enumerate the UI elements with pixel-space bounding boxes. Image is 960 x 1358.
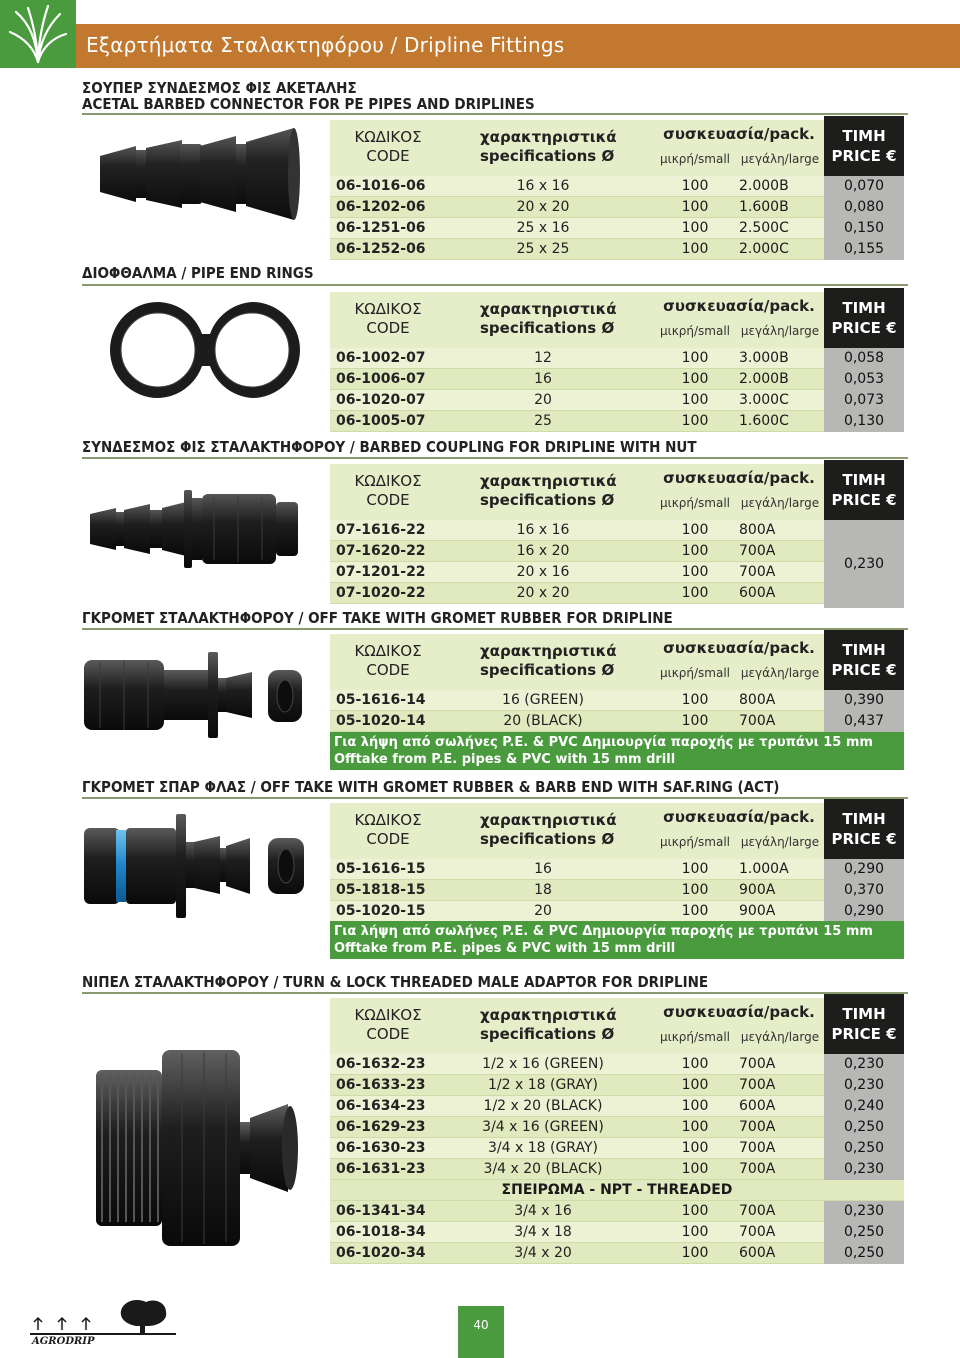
- acetal-connector-image: [96, 124, 302, 224]
- cell-price: 0,080: [824, 197, 904, 218]
- cell-spec: 20 x 20: [516, 585, 570, 601]
- section-title: ΣΥΝΔΕΣΜΟΣ ΦΙΣ ΣΤΑΛΑΚΤΗΦΟΡΟΥ / BARBED COUPLING FOR DRIPLINE WITH NUT: [82, 438, 697, 456]
- cell-spec: 25 x 16: [516, 220, 570, 236]
- cell-large: 1.600C: [739, 413, 789, 429]
- cell-small: 100: [681, 1140, 709, 1156]
- header-spec-gr: χαρακτηριστικά: [480, 128, 617, 146]
- table-row: [330, 541, 904, 562]
- header-code-en: CODE: [366, 491, 410, 509]
- cell-code: 07-1616-22: [336, 522, 426, 538]
- cell-large: 1.600B: [739, 199, 789, 215]
- cell-spec: 3/4 x 18 (GRAY): [488, 1140, 598, 1156]
- cell-code: 05-1818-15: [336, 882, 426, 898]
- cell-code: 07-1620-22: [336, 543, 426, 559]
- cell-price: 0,290: [824, 901, 904, 922]
- cell-large: 900A: [739, 903, 776, 919]
- cell-spec: 20 (BLACK): [503, 713, 583, 729]
- table-row: [330, 880, 904, 901]
- cell-large: 600A: [739, 1098, 776, 1114]
- table-row: [330, 411, 904, 432]
- header-pack: συσκευασία/pack.: [663, 125, 815, 143]
- cell-price: 0,073: [824, 390, 904, 411]
- header-small: μικρή/small: [660, 152, 730, 166]
- cell-spec: 3/4 x 16: [514, 1203, 572, 1219]
- cell-large: 700A: [739, 1203, 776, 1219]
- table-row: [330, 1138, 904, 1159]
- cell-price: 0,250: [824, 1243, 904, 1264]
- section-title: ΝΙΠΕΛ ΣΤΑΛΑΚΤΗΦΟΡΟΥ / TURN & LOCK THREADED MALE ADAPTOR FOR DRIPLINE: [82, 973, 709, 991]
- cell-spec: 16 x 20: [516, 543, 570, 559]
- cell-spec: 20 x 16: [516, 564, 570, 580]
- cell-code: 06-1202-06: [336, 199, 426, 215]
- cell-spec: 16 x 16: [516, 522, 570, 538]
- table-row: [330, 1159, 904, 1180]
- cell-code: 06-1020-34: [336, 1245, 426, 1261]
- cell-large: 700A: [739, 1056, 776, 1072]
- cell-large: 700A: [739, 1161, 776, 1177]
- cell-large: 2.500C: [739, 220, 789, 236]
- cell-large: 3.000C: [739, 392, 789, 408]
- offtake-note: [330, 732, 904, 770]
- header-large: μεγάλη/large: [740, 835, 820, 849]
- header-small: μικρή/small: [660, 496, 730, 510]
- cell-small: 100: [681, 543, 709, 559]
- page-header: [0, 0, 960, 68]
- cell-large: 700A: [739, 1077, 776, 1093]
- cell-price: 0,250: [824, 1117, 904, 1138]
- header-price-en: PRICE €: [831, 830, 897, 848]
- cell-small: 100: [681, 392, 709, 408]
- section-title-en: ACETAL BARBED CONNECTOR FOR PE PIPES AND DRIPLINES: [82, 95, 535, 113]
- header-spec-gr: χαρακτηριστικά: [480, 472, 617, 490]
- cell-price: 0,240: [824, 1096, 904, 1117]
- header-logo-box: [0, 0, 76, 68]
- cell-large: 2.000C: [739, 241, 789, 257]
- header-large: μεγάλη/large: [740, 666, 820, 680]
- header-large: μεγάλη/large: [740, 152, 820, 166]
- cell-spec: 3/4 x 20 (BLACK): [483, 1161, 603, 1177]
- header-price-en: PRICE €: [831, 661, 897, 679]
- table-header: [330, 120, 904, 176]
- cell-price: 0,230: [824, 1054, 904, 1075]
- table-row: [330, 1054, 904, 1075]
- table-row: [330, 711, 904, 732]
- cell-spec: 20 x 20: [516, 199, 570, 215]
- header-spec-en: specifications Ø: [480, 1025, 615, 1043]
- cell-large: 800A: [739, 692, 776, 708]
- table-row: [330, 690, 904, 711]
- table-row: [330, 176, 904, 197]
- cell-code: 07-1201-22: [336, 564, 426, 580]
- table-row: [330, 1201, 904, 1222]
- cell-price: 0,437: [824, 711, 904, 732]
- cell-price: 0,290: [824, 859, 904, 880]
- cell-price: 0,370: [824, 880, 904, 901]
- table-threaded-adaptor: [330, 998, 904, 1264]
- cell-price: 0,230: [824, 1075, 904, 1096]
- cell-large: 700A: [739, 1119, 776, 1135]
- table-barbed-coupling: [330, 464, 904, 604]
- cell-small: 100: [681, 1161, 709, 1177]
- cell-code: 06-1341-34: [336, 1203, 426, 1219]
- header-spec-gr: χαρακτηριστικά: [480, 1006, 617, 1024]
- header-small: μικρή/small: [660, 324, 730, 338]
- header-code-en: CODE: [366, 661, 410, 679]
- grass-icon: [0, 0, 76, 68]
- table-row: [330, 1243, 904, 1264]
- cell-spec: 25: [534, 413, 552, 429]
- table-row: [330, 390, 904, 411]
- table-header: [330, 292, 904, 348]
- cell-code: 06-1006-07: [336, 371, 426, 387]
- svg-text:AGRODRIP: AGRODRIP: [32, 1336, 95, 1346]
- section-title: ΓΚΡΟΜΕΤ ΣΤΑΛΑΚΤΗΦΟΡΟΥ / OFF TAKE WITH GROMET RUBBER FOR DRIPLINE: [82, 609, 673, 627]
- table-row: [330, 583, 904, 604]
- cell-code: 05-1020-15: [336, 903, 426, 919]
- header-price-gr: ΤΙΜΗ: [842, 471, 886, 489]
- header-price-gr: ΤΙΜΗ: [842, 810, 886, 828]
- cell-small: 100: [681, 1077, 709, 1093]
- header-pack: συσκευασία/pack.: [663, 1003, 815, 1021]
- table-row: [330, 197, 904, 218]
- section-title-gr: ΣΟΥΠΕΡ ΣΥΝΔΕΣΜΟΣ ΦΙΣ ΑΚΕΤΑΛΗΣ: [82, 79, 357, 97]
- table-body: [330, 520, 904, 604]
- cell-large: 700A: [739, 543, 776, 559]
- table-row: [330, 348, 904, 369]
- cell-spec: 3/4 x 18: [514, 1224, 572, 1240]
- cell-small: 100: [681, 1224, 709, 1240]
- header-code-en: CODE: [366, 319, 410, 337]
- header-price-en: PRICE €: [831, 491, 897, 509]
- note-english: Offtake from P.E. pipes & PVC with 15 mm drill: [334, 752, 676, 767]
- cell-small: 100: [681, 1245, 709, 1261]
- section-divider: [82, 113, 908, 115]
- cell-price: 0,130: [824, 411, 904, 432]
- cell-large: 900A: [739, 882, 776, 898]
- cell-small: 100: [681, 585, 709, 601]
- cell-price: 0,230: [824, 1201, 904, 1222]
- cell-code: 06-1630-23: [336, 1140, 426, 1156]
- note-greek: Για λήψη από σωλήνες P.E. & PVC Δημιουργία παροχής με τρυπάνι 15 mm: [334, 735, 873, 750]
- cell-spec: 25 x 25: [516, 241, 570, 257]
- cell-code: 06-1002-07: [336, 350, 426, 366]
- cell-small: 100: [681, 199, 709, 215]
- header-code-gr: ΚΩΔΙΚΟΣ: [354, 472, 422, 490]
- header-spec-gr: χαρακτηριστικά: [480, 300, 617, 318]
- section-title: ΔΙΟΦΘΑΛΜΑ / PIPE END RINGS: [82, 264, 314, 282]
- table-acetal-connector: [330, 120, 904, 260]
- header-code-gr: ΚΩΔΙΚΟΣ: [354, 811, 422, 829]
- header-small: μικρή/small: [660, 666, 730, 680]
- tree-logo-icon: [28, 1296, 178, 1346]
- cell-small: 100: [681, 178, 709, 194]
- section-divider: [82, 457, 908, 459]
- header-price-en: PRICE €: [831, 1025, 897, 1043]
- gromet-offtake-image: [80, 648, 310, 744]
- cell-large: 2.000B: [739, 178, 789, 194]
- cell-spec: 16: [534, 371, 552, 387]
- table-row: [330, 239, 904, 260]
- table-row: [330, 520, 904, 541]
- header-code-en: CODE: [366, 830, 410, 848]
- cell-price: 0,070: [824, 176, 904, 197]
- cell-spec: 20: [534, 392, 552, 408]
- cell-price: 0,053: [824, 369, 904, 390]
- cell-code: 06-1631-23: [336, 1161, 426, 1177]
- offtake-note: [330, 921, 904, 959]
- table-row: [330, 1075, 904, 1096]
- header-code-gr: ΚΩΔΙΚΟΣ: [354, 1006, 422, 1024]
- cell-small: 100: [681, 1098, 709, 1114]
- table-row: [330, 562, 904, 583]
- cell-spec: 18: [534, 882, 552, 898]
- cell-large: 600A: [739, 585, 776, 601]
- header-spec-en: specifications Ø: [480, 830, 615, 848]
- cell-spec: 1/2 x 18 (GRAY): [488, 1077, 598, 1093]
- table-header: [330, 998, 904, 1054]
- agrodrip-logo: [28, 1296, 178, 1346]
- cell-small: 100: [681, 1119, 709, 1135]
- table-row: [330, 369, 904, 390]
- header-pack: συσκευασία/pack.: [663, 297, 815, 315]
- section-divider: [82, 797, 908, 799]
- cell-large: 1.000A: [739, 861, 789, 877]
- table-header: [330, 803, 904, 859]
- header-price-gr: ΤΙΜΗ: [842, 299, 886, 317]
- cell-large: 700A: [739, 1140, 776, 1156]
- table-header: [330, 634, 904, 690]
- table-gromet-spar-flas: [330, 803, 904, 922]
- header-spec-en: specifications Ø: [480, 661, 615, 679]
- cell-spec: 1/2 x 20 (BLACK): [483, 1098, 603, 1114]
- table-row: [330, 1117, 904, 1138]
- threaded-subheader: ΣΠΕΙΡΩΜΑ - NPT - THREADED: [330, 1180, 904, 1201]
- page-title: Εξαρτήματα Σταλακτηφόρου / Dripline Fittings: [86, 33, 565, 57]
- header-large: μεγάλη/large: [740, 324, 820, 338]
- cell-spec: 20: [534, 903, 552, 919]
- header-price-en: PRICE €: [831, 319, 897, 337]
- cell-code: 05-1020-14: [336, 713, 426, 729]
- header-small: μικρή/small: [660, 835, 730, 849]
- section-divider: [82, 284, 908, 286]
- cell-small: 100: [681, 564, 709, 580]
- cell-small: 100: [681, 1203, 709, 1219]
- merged-price-cell: 0,230: [824, 520, 904, 608]
- cell-price: 0,058: [824, 348, 904, 369]
- cell-spec: 3/4 x 20: [514, 1245, 572, 1261]
- table-body: [330, 859, 904, 922]
- header-code-en: CODE: [366, 147, 410, 165]
- cell-price: 0,230: [824, 1159, 904, 1180]
- cell-code: 05-1616-15: [336, 861, 426, 877]
- header-large: μεγάλη/large: [740, 1030, 820, 1044]
- table-body: [330, 1054, 904, 1264]
- note-english: Offtake from P.E. pipes & PVC with 15 mm drill: [334, 941, 676, 956]
- header-spec-en: specifications Ø: [480, 319, 615, 337]
- cell-code: 05-1616-14: [336, 692, 426, 708]
- table-header: [330, 464, 904, 520]
- cell-small: 100: [681, 882, 709, 898]
- cell-price: 0,150: [824, 218, 904, 239]
- header-spec-en: specifications Ø: [480, 147, 615, 165]
- table-body: [330, 690, 904, 732]
- table-row: [330, 1096, 904, 1117]
- cell-code: 06-1020-07: [336, 392, 426, 408]
- cell-large: 2.000B: [739, 371, 789, 387]
- header-pack: συσκευασία/pack.: [663, 639, 815, 657]
- header-large: μεγάλη/large: [740, 496, 820, 510]
- header-code-en: CODE: [366, 1025, 410, 1043]
- barbed-coupling-nut-image: [88, 478, 302, 578]
- cell-code: 06-1252-06: [336, 241, 426, 257]
- table-row: [330, 901, 904, 922]
- cell-price: 0,250: [824, 1138, 904, 1159]
- header-spec-gr: χαρακτηριστικά: [480, 642, 617, 660]
- header-price-gr: ΤΙΜΗ: [842, 127, 886, 145]
- cell-large: 700A: [739, 1224, 776, 1240]
- cell-code: 06-1005-07: [336, 413, 426, 429]
- section-divider: [82, 628, 908, 630]
- cell-small: 100: [681, 220, 709, 236]
- header-spec-en: specifications Ø: [480, 491, 615, 509]
- cell-code: 06-1632-23: [336, 1056, 426, 1072]
- cell-spec: 16 (GREEN): [502, 692, 584, 708]
- note-greek: Για λήψη από σωλήνες P.E. & PVC Δημιουργία παροχής με τρυπάνι 15 mm: [334, 924, 873, 939]
- header-price-gr: ΤΙΜΗ: [842, 641, 886, 659]
- cell-spec: 16 x 16: [516, 178, 570, 194]
- cell-small: 100: [681, 692, 709, 708]
- cell-spec: 16: [534, 861, 552, 877]
- cell-price: 0,250: [824, 1222, 904, 1243]
- table-body: [330, 348, 904, 432]
- cell-spec: 12: [534, 350, 552, 366]
- header-code-gr: ΚΩΔΙΚΟΣ: [354, 642, 422, 660]
- cell-small: 100: [681, 861, 709, 877]
- table-gromet-offtake: [330, 634, 904, 732]
- cell-large: 700A: [739, 564, 776, 580]
- cell-small: 100: [681, 1056, 709, 1072]
- section-title: ΓΚΡΟΜΕΤ ΣΠΑΡ ΦΛΑΣ / OFF TAKE WITH GROMET RUBBER & BARB END WITH SAF.RING (ACT): [82, 778, 780, 796]
- cell-small: 100: [681, 713, 709, 729]
- cell-spec: 3/4 x 16 (GREEN): [482, 1119, 604, 1135]
- header-price-en: PRICE €: [831, 147, 897, 165]
- table-row: [330, 859, 904, 880]
- cell-code: 06-1251-06: [336, 220, 426, 236]
- cell-large: 600A: [739, 1245, 776, 1261]
- cell-code: 06-1018-34: [336, 1224, 426, 1240]
- table-row: [330, 1222, 904, 1243]
- cell-spec: 1/2 x 16 (GREEN): [482, 1056, 604, 1072]
- cell-large: 700A: [739, 713, 776, 729]
- cell-large: 3.000B: [739, 350, 789, 366]
- cell-price: 0,390: [824, 690, 904, 711]
- cell-small: 100: [681, 350, 709, 366]
- cell-small: 100: [681, 371, 709, 387]
- header-spec-gr: χαρακτηριστικά: [480, 811, 617, 829]
- table-body: [330, 176, 904, 260]
- section-divider: [82, 992, 908, 994]
- title-bar: [76, 0, 960, 68]
- header-price-gr: ΤΙΜΗ: [842, 1005, 886, 1023]
- cell-large: 800A: [739, 522, 776, 538]
- gromet-spar-flas-image: [80, 808, 312, 924]
- cell-small: 100: [681, 241, 709, 257]
- table-row: [330, 218, 904, 239]
- pipe-end-ring-image: [110, 296, 300, 408]
- header-code-gr: ΚΩΔΙΚΟΣ: [354, 300, 422, 318]
- cell-code: 06-1634-23: [336, 1098, 426, 1114]
- header-small: μικρή/small: [660, 1030, 730, 1044]
- cell-code: 07-1020-22: [336, 585, 426, 601]
- cell-code: 06-1629-23: [336, 1119, 426, 1135]
- cell-price: 0,155: [824, 239, 904, 260]
- threaded-male-adaptor-image: [90, 1030, 306, 1270]
- page-number: 40: [458, 1306, 504, 1358]
- cell-small: 100: [681, 522, 709, 538]
- header-pack: συσκευασία/pack.: [663, 808, 815, 826]
- cell-small: 100: [681, 903, 709, 919]
- header-pack: συσκευασία/pack.: [663, 469, 815, 487]
- header-code-gr: ΚΩΔΙΚΟΣ: [354, 128, 422, 146]
- cell-code: 06-1633-23: [336, 1077, 426, 1093]
- table-pipe-end-rings: [330, 292, 904, 432]
- cell-small: 100: [681, 413, 709, 429]
- cell-code: 06-1016-06: [336, 178, 426, 194]
